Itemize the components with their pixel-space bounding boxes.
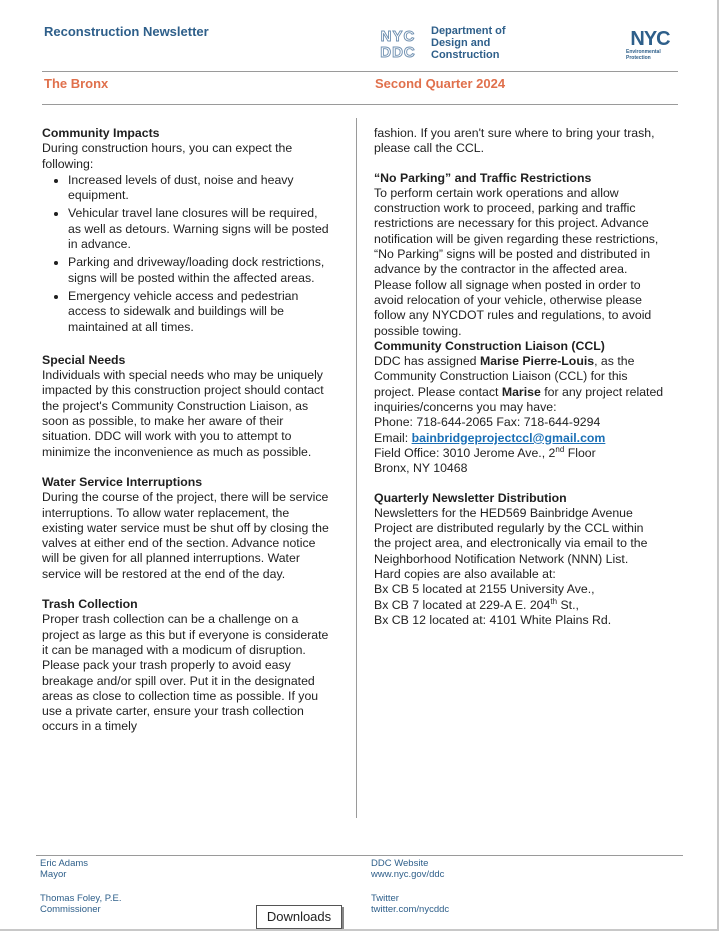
list-item: • Vehicular travel lane closures will be required, as well as detours. Warning signs will be posted in advance. [68, 206, 330, 252]
svg-text:NYC: NYC [630, 28, 670, 50]
svg-text:DDC: DDC [380, 44, 416, 60]
nyc-ddc-logo [374, 26, 422, 60]
field-office-city: Bronx, NY 10468 [374, 461, 468, 476]
list-item: • Emergency vehicle access and pedestrian access to sidewalk and buildings will be maintained at all times. [68, 289, 330, 335]
no-parking-heading: “No Parking” and Traffic Restrictions [374, 170, 592, 185]
ccl-email-link[interactable]: bainbridgeprojectccl@gmail.com [411, 430, 606, 445]
ccl-phone: Phone: 718-644-2065 Fax: 718-644-9294 [374, 415, 601, 430]
ccl-name: Marise Pierre-Louis [479, 354, 595, 369]
list-item: • Parking and driveway/loading dock restrictions, signs will be posted within the affected areas. [68, 255, 330, 286]
column-divider [356, 118, 357, 818]
twitter-link[interactable]: twitter.com/nycddc [371, 904, 450, 915]
community-impacts-list [42, 173, 330, 335]
twitter-label: Twitter [371, 893, 399, 904]
nyc-dep-logo [622, 28, 678, 62]
twitter-block [371, 893, 449, 915]
trash-collection-body: Proper trash collection can be a challenge on a project as large as this but if everyone is considerate it can be managed with a modicum of disruption. Please pack your trash properly to avoid easy breakage and/or spill over. Put it in the designated areas as close to collection time as possible. If you use a private carter, ensure your trash collection occurs in a timely [42, 612, 329, 734]
cb7-location: Bx CB 7 located at 229-A E. 204th St., [374, 596, 579, 612]
water-service-heading: Water Service Interruptions [42, 474, 203, 489]
downloads-button[interactable]: Downloads [256, 905, 342, 929]
no-parking-body: To perform certain work operations and allow construction work to proceed, parking and traffic restrictions are necessary for this project. Advance notification will be given regarding these restrictions, “No Parking” signs will be posted and distributed in advance by the contractor in the affected area. Please follow all signage when posted in order to avoid relocation of your vehicle, otherwise please follow any NYCDOT rules and regulations, to avoid possible towing. [374, 185, 659, 338]
mayor-block [40, 858, 88, 880]
mayor-title: Mayor [40, 869, 67, 880]
cb12-location: Bx CB 12 located at: 4101 White Plains Rd. [374, 612, 612, 627]
water-service-body: During the course of the project, there will be service interruptions. To allow water replacement, the existing water service must be shut off by closing the valves at either end of the section. Advance notice will be given for all planned interruptions. Water service will be restored at the end of the day. [42, 490, 329, 581]
distribution-body: Newsletters for the HED569 Bainbridge Avenue Project are distributed regularly by the CCL within the project area, and electronically via email to the Neighborhood Notification Network (NNN) List. [374, 505, 648, 566]
mayor-name: Eric Adams [40, 858, 89, 869]
website-block [371, 858, 444, 880]
community-impacts-heading: Community Impacts [42, 126, 160, 140]
ccl-first-name: Marise [501, 384, 541, 399]
footer-rule [36, 855, 683, 856]
header-rule-bottom [42, 104, 678, 105]
ccl-body: DDC has assigned Marise Pierre-Louis, as the Community Construction Liaison (CCL) for this project. Please contact Marise for any project related inquiries/concerns you may have: [374, 354, 664, 415]
trash-collection-continued: fashion. If you aren't sure where to bring your trash, please call the CCL. [374, 126, 655, 156]
newsletter-title: Reconstruction Newsletter [44, 24, 209, 39]
cb5-location: Bx CB 5 located at 2155 University Ave., [374, 582, 595, 597]
header-rule-top [42, 71, 678, 72]
svg-text:Protection: Protection [626, 55, 651, 61]
left-column [42, 126, 330, 735]
ccl-heading: Community Construction Liaison (CCL) [374, 338, 605, 353]
svg-text:NYC: NYC [380, 28, 416, 45]
special-needs-heading: Special Needs [42, 352, 126, 367]
ddc-department-name: Department of Design and Construction [431, 25, 506, 61]
field-office: Field Office: 3010 Jerome Ave., 2nd Floor [374, 444, 596, 460]
website-link[interactable]: www.nyc.gov/ddc [371, 869, 445, 880]
right-column [374, 126, 664, 628]
community-impacts-intro: During construction hours, you can expect the following: [42, 141, 293, 171]
commissioner-block [40, 893, 122, 915]
list-item: • Increased levels of dust, noise and heavy equipment. [68, 173, 330, 204]
commissioner-name: Thomas Foley, P.E. [40, 893, 122, 904]
ccl-email: Email: bainbridgeprojectccl@gmail.com [374, 430, 606, 445]
special-needs-body: Individuals with special needs who may be uniquely impacted by this construction project should contact the project's Community Construction Liaison, as soon as possible, to make her aware of their situation. DDC will work with you to attempt to minimize the inconvenience as much as possible. [42, 368, 324, 459]
borough-label: The Bronx [44, 76, 109, 91]
commissioner-title: Commissioner [40, 904, 101, 915]
website-label: DDC Website [371, 858, 429, 869]
svg-text:Environmental: Environmental [626, 49, 661, 55]
distribution-heading: Quarterly Newsletter Distribution [374, 490, 567, 505]
quarter-label: Second Quarter 2024 [375, 76, 506, 91]
trash-collection-heading: Trash Collection [42, 597, 138, 612]
hard-copies-label: Hard copies are also available at: [374, 567, 556, 582]
